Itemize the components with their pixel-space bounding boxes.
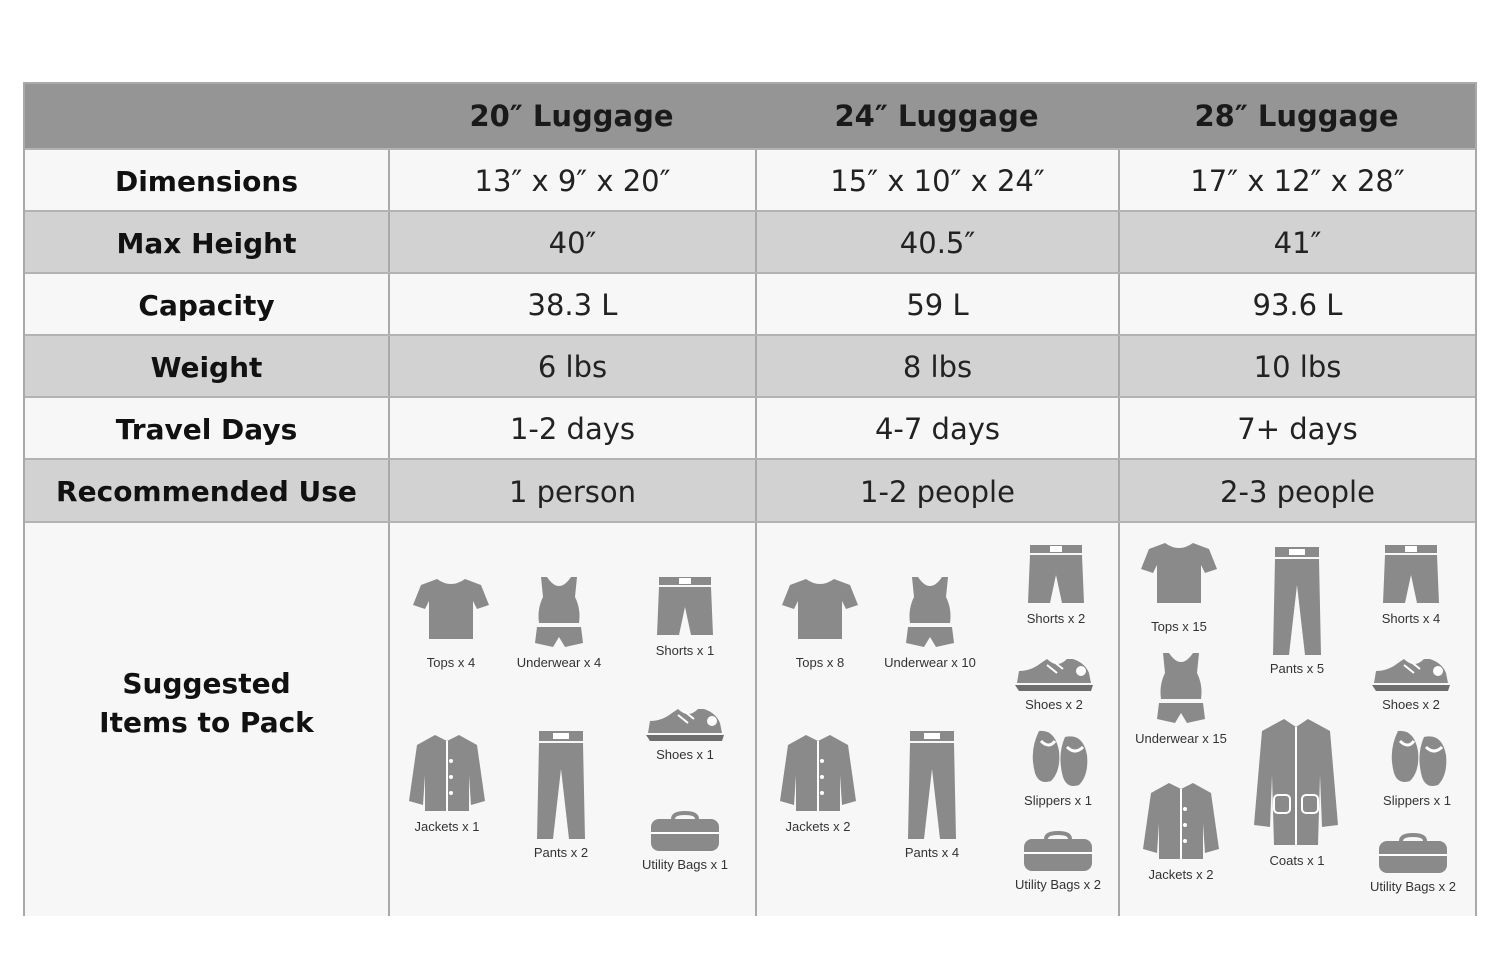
item-label: Jackets x 1	[414, 819, 480, 834]
item	[763, 731, 873, 834]
row-label: Travel Days	[115, 412, 298, 446]
row-value: 10 lbs	[1118, 336, 1475, 398]
row-label: Max Height	[116, 226, 297, 260]
row-dimensions	[25, 148, 1475, 212]
row-value: 93.6 L	[1118, 274, 1475, 336]
item	[765, 573, 875, 670]
row-value: 4-7 days	[755, 398, 1118, 460]
item	[1356, 649, 1466, 712]
item-label: Utility Bags x 2	[1370, 879, 1456, 894]
item-label: Utility Bags x 1	[642, 857, 728, 872]
row-travel-days	[25, 396, 1475, 460]
item	[1126, 779, 1236, 882]
slipper-icon	[1384, 727, 1450, 789]
row-value: 2-3 people	[1118, 460, 1475, 523]
row-value: 13″ x 9″ x 20″	[388, 150, 755, 212]
item-label: Shorts x 2	[1026, 611, 1086, 626]
row-value: 38.3 L	[388, 274, 755, 336]
item	[1003, 829, 1113, 892]
row-value: 1-2 days	[388, 398, 755, 460]
item	[630, 573, 740, 658]
item	[504, 573, 614, 670]
item-label: Shoes x 2	[1025, 697, 1083, 712]
row-value: 41″	[1118, 212, 1475, 274]
item	[392, 731, 502, 834]
underwear-icon	[1141, 649, 1221, 727]
item	[1358, 831, 1468, 894]
item	[1242, 545, 1352, 676]
header-20-luggage: 20″ Luggage	[469, 99, 674, 133]
utility-bag-icon	[1373, 831, 1453, 875]
pants-icon	[892, 729, 972, 841]
item	[877, 729, 987, 860]
items-20-luggage	[388, 523, 755, 916]
item-label: Shorts x 1	[655, 643, 715, 658]
item-label: Underwear x 15	[1135, 731, 1227, 746]
item-label: Tops x 8	[795, 655, 845, 670]
row-weight	[25, 334, 1475, 398]
row-label: Recommended Use	[56, 475, 357, 508]
row-recommended-use	[25, 458, 1475, 523]
shorts-icon	[1016, 541, 1096, 607]
suggested-items-label	[25, 523, 388, 916]
row-value: 59 L	[755, 274, 1118, 336]
shoe-icon	[1370, 649, 1452, 693]
header-28-luggage: 28″ Luggage	[1194, 99, 1399, 133]
top-icon	[1139, 537, 1219, 615]
shorts-icon	[1371, 541, 1451, 607]
header-corner	[25, 84, 388, 148]
underwear-icon	[890, 573, 970, 651]
shoe-icon	[644, 699, 726, 743]
row-value: 40″	[388, 212, 755, 274]
row-label: Weight	[150, 350, 263, 384]
item	[1126, 649, 1236, 746]
item	[630, 809, 740, 872]
item-label: Coats x 1	[1269, 853, 1325, 868]
item-label: Jackets x 2	[1148, 867, 1214, 882]
item-label: Pants x 2	[533, 845, 589, 860]
item	[1003, 727, 1113, 808]
item	[630, 699, 740, 762]
item-label: Pants x 4	[904, 845, 960, 860]
item-label: Utility Bags x 2	[1015, 877, 1101, 892]
item-label: Tops x 4	[426, 655, 476, 670]
row-capacity	[25, 272, 1475, 336]
row-value: 1 person	[388, 460, 755, 523]
row-label: Dimensions	[114, 164, 299, 198]
item-label: Slippers x 1	[1383, 793, 1451, 808]
shoe-icon	[1013, 649, 1095, 693]
item	[1242, 715, 1352, 868]
suggested-items-label-line1: Suggested	[122, 666, 291, 700]
item	[1001, 541, 1111, 626]
utility-bag-icon	[1018, 829, 1098, 873]
item-label: Tops x 15	[1151, 619, 1207, 634]
item-label: Slippers x 1	[1024, 793, 1092, 808]
jacket-icon	[778, 731, 858, 815]
items-28-luggage	[1118, 523, 1475, 916]
item-label: Jackets x 2	[785, 819, 851, 834]
pants-icon	[521, 729, 601, 841]
slipper-icon	[1025, 727, 1091, 789]
luggage-comparison-table	[23, 82, 1477, 916]
row-label: Capacity	[138, 288, 275, 322]
coat-icon	[1252, 715, 1342, 849]
row-value: 40.5″	[755, 212, 1118, 274]
suggested-items-label-line2: Items to Pack	[99, 705, 314, 739]
item	[1356, 541, 1466, 626]
item	[396, 573, 506, 670]
top-icon	[780, 573, 860, 651]
item-label: Underwear x 10	[884, 655, 976, 670]
utility-bag-icon	[645, 809, 725, 853]
item	[506, 729, 616, 860]
item-label: Underwear x 4	[516, 655, 602, 670]
underwear-icon	[519, 573, 599, 651]
row-value: 15″ x 10″ x 24″	[755, 150, 1118, 212]
row-max-height	[25, 210, 1475, 274]
item-label: Pants x 5	[1269, 661, 1325, 676]
row-suggested-items	[25, 521, 1475, 916]
item-label: Shoes x 2	[1382, 697, 1440, 712]
header-row	[25, 84, 1475, 148]
top-icon	[411, 573, 491, 651]
row-value: 6 lbs	[388, 336, 755, 398]
header-24-luggage: 24″ Luggage	[834, 99, 1039, 133]
item	[999, 649, 1109, 712]
jacket-icon	[407, 731, 487, 815]
jacket-icon	[1141, 779, 1221, 863]
item	[1124, 537, 1234, 634]
item	[1362, 727, 1472, 808]
item-label: Shorts x 4	[1381, 611, 1441, 626]
item	[875, 573, 985, 670]
row-value: 1-2 people	[755, 460, 1118, 523]
row-value: 8 lbs	[755, 336, 1118, 398]
row-value: 7+ days	[1118, 398, 1475, 460]
items-24-luggage	[755, 523, 1118, 916]
pants-icon	[1257, 545, 1337, 657]
row-value: 17″ x 12″ x 28″	[1118, 150, 1475, 212]
shorts-icon	[645, 573, 725, 639]
item-label: Shoes x 1	[656, 747, 714, 762]
